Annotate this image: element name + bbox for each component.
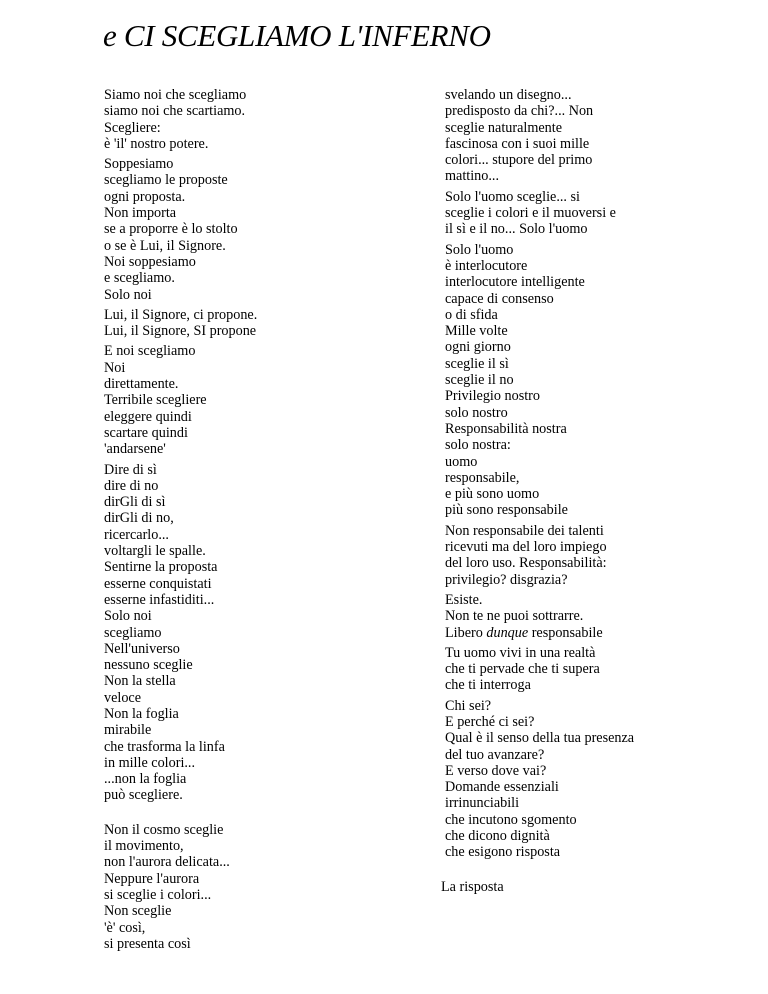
poem-line: si sceglie i colori... (104, 886, 212, 903)
poem-line: che incutono sgomento (445, 811, 577, 828)
poem-line: Solo noi (104, 286, 152, 303)
poem-line: solo nostro (445, 404, 508, 421)
stanza (104, 156, 334, 303)
stanza (104, 87, 334, 152)
poem-line: Lui, il Signore, ci propone. (104, 306, 258, 323)
poem-line: scegliamo le proposte (104, 172, 228, 189)
poem-line: veloce (104, 689, 142, 706)
poem-line: scartare quindi (104, 424, 188, 441)
poem-line: voltargli le spalle. (104, 543, 206, 560)
poem-line: Solo l'uomo (445, 241, 514, 258)
poem-line: esserne infastiditi... (104, 591, 215, 608)
poem-line (445, 625, 685, 641)
poem-line: scegliamo (104, 624, 162, 641)
poem-line: irrinunciabili (445, 795, 520, 812)
stanza (445, 698, 685, 861)
poem-line: ...non la foglia (104, 771, 187, 788)
poem-line: sceglie il no (445, 372, 514, 389)
poem-line: Esiste. (445, 591, 483, 608)
poem-line: dire di no (104, 477, 159, 494)
stanza (445, 523, 685, 588)
poem-line: o di sfida (445, 306, 498, 323)
stanza (445, 592, 685, 641)
poem-line: Non te ne puoi sottrarre. (445, 608, 584, 625)
poem-line: è 'il' nostro potere. (104, 135, 209, 152)
poem-title: e CI SCEGLIAMO L'INFERNO (103, 18, 491, 53)
poem-line: del tuo avanzare? (445, 746, 545, 763)
poem-line: E perché ci sei? (445, 713, 535, 730)
poem-line: che trasforma la linfa (104, 738, 225, 755)
poem-line: in mille colori... (104, 754, 196, 771)
stanza (104, 822, 334, 952)
poem-line: direttamente. (104, 376, 179, 393)
poem-line: e più sono uomo (445, 486, 540, 503)
poem-line: il movimento, (104, 838, 184, 855)
poem-line: sceglie il sì (445, 355, 509, 372)
poem-line: Terribile scegliere (104, 392, 207, 409)
poem-line: 'è' così, (104, 919, 146, 936)
stanza-gap (445, 865, 685, 879)
responsabile-text: responsabile (528, 624, 603, 641)
final-line: La risposta (441, 878, 504, 895)
poem-line: capace di consenso (445, 290, 554, 307)
poem-line: Solo l'uomo sceglie... si sceglie i colori e il muoversi e il sì e il no... Solo l'uomo (445, 188, 616, 238)
poem-line: Non responsabile dei talenti ricevuti ma del loro impiego del loro uso. Responsabilità: privilegio? disgrazia? (445, 522, 607, 588)
poem-line: Non la stella (104, 673, 176, 690)
poem-line: Non la foglia (104, 705, 179, 722)
poem-line: Noi (104, 359, 126, 376)
stanza (104, 462, 334, 804)
poem-line: ogni proposta. (104, 188, 186, 205)
stanza-gap (104, 808, 334, 822)
poem-line: Siamo noi che scegliamo (104, 87, 247, 103)
poem-line: non l'aurora delicata... (104, 854, 230, 871)
poem-line: che dicono dignità (445, 828, 550, 845)
poem-line: 'andarsene' (104, 441, 166, 458)
poem-line: Sentirne la proposta (104, 559, 218, 576)
poem-line: più sono responsabile (445, 502, 568, 519)
poem-line: Lui, il Signore, SI propone (104, 323, 257, 340)
stanza (445, 645, 685, 694)
poem-line: eleggere quindi (104, 408, 192, 425)
poem-line: interlocutore intelligente (445, 274, 585, 291)
stanza (445, 87, 685, 185)
poem-line: e scegliamo. (104, 270, 175, 287)
left-column (104, 87, 334, 956)
stanza (104, 343, 334, 457)
poem-line: uomo (445, 453, 478, 470)
poem-line: Dire di sì (104, 461, 157, 478)
poem-line: dirGli di no, (104, 510, 174, 527)
poem-line: si presenta così (104, 935, 191, 952)
poem-line: è interlocutore (445, 257, 528, 274)
poem-line: Mille volte (445, 323, 508, 340)
poem-line: Responsabilità nostra (445, 420, 567, 437)
poem-line: nessuno sceglie (104, 657, 193, 674)
libero-text: Libero (445, 624, 487, 641)
poem-line: esserne conquistati (104, 575, 212, 592)
poem-line: Non sceglie (104, 903, 172, 920)
poem-line: Neppure l'aurora (104, 870, 200, 887)
stanza (445, 189, 685, 238)
poem-line: se a proporre è lo stolto (104, 221, 238, 238)
poem-line: Scegliere: (104, 119, 161, 136)
poem-line: che esigono risposta (445, 844, 561, 861)
dunque-italic: dunque (486, 624, 529, 641)
poem-line: E verso dove vai? (445, 762, 547, 779)
poem-line: responsabile, (445, 469, 520, 486)
poem-line: Tu uomo vivi in una realtà che ti pervade che ti supera che ti interroga (445, 644, 600, 694)
poem-line: E noi scegliamo (104, 343, 196, 360)
poem-line: Noi soppesiamo (104, 253, 196, 270)
poem-line: Domande essenziali (445, 779, 559, 796)
poem-line: svelando un disegno... predisposto da chi?... Non sceglie naturalmente fascinosa con i suoi mille colori... stupore del primo mattino... (445, 87, 594, 185)
poem-line: ogni giorno (445, 339, 511, 356)
poem-line: Soppesiamo (104, 156, 174, 173)
poem-line: Qual è il senso della tua presenza (445, 730, 635, 747)
poem-line: può scegliere. (104, 787, 183, 804)
stanza (104, 307, 334, 340)
poem-line: siamo noi che scartiamo. (104, 103, 246, 120)
poem-line: Non il cosmo sceglie (104, 821, 224, 838)
poem-line: solo nostra: (445, 437, 511, 454)
right-column (441, 87, 685, 895)
poem-line: Solo noi (104, 608, 152, 625)
poem-line: Privilegio nostro (445, 388, 540, 405)
poem-line: Chi sei? (445, 697, 492, 714)
poem-line: mirabile (104, 722, 152, 739)
poem-line: Non importa (104, 205, 177, 222)
stanza (445, 242, 685, 519)
poem-line: o se è Lui, il Signore. (104, 237, 226, 254)
poem-line: Nell'universo (104, 640, 180, 657)
poem-line: dirGli di sì (104, 494, 166, 511)
poem-line: ricercarlo... (104, 526, 169, 543)
